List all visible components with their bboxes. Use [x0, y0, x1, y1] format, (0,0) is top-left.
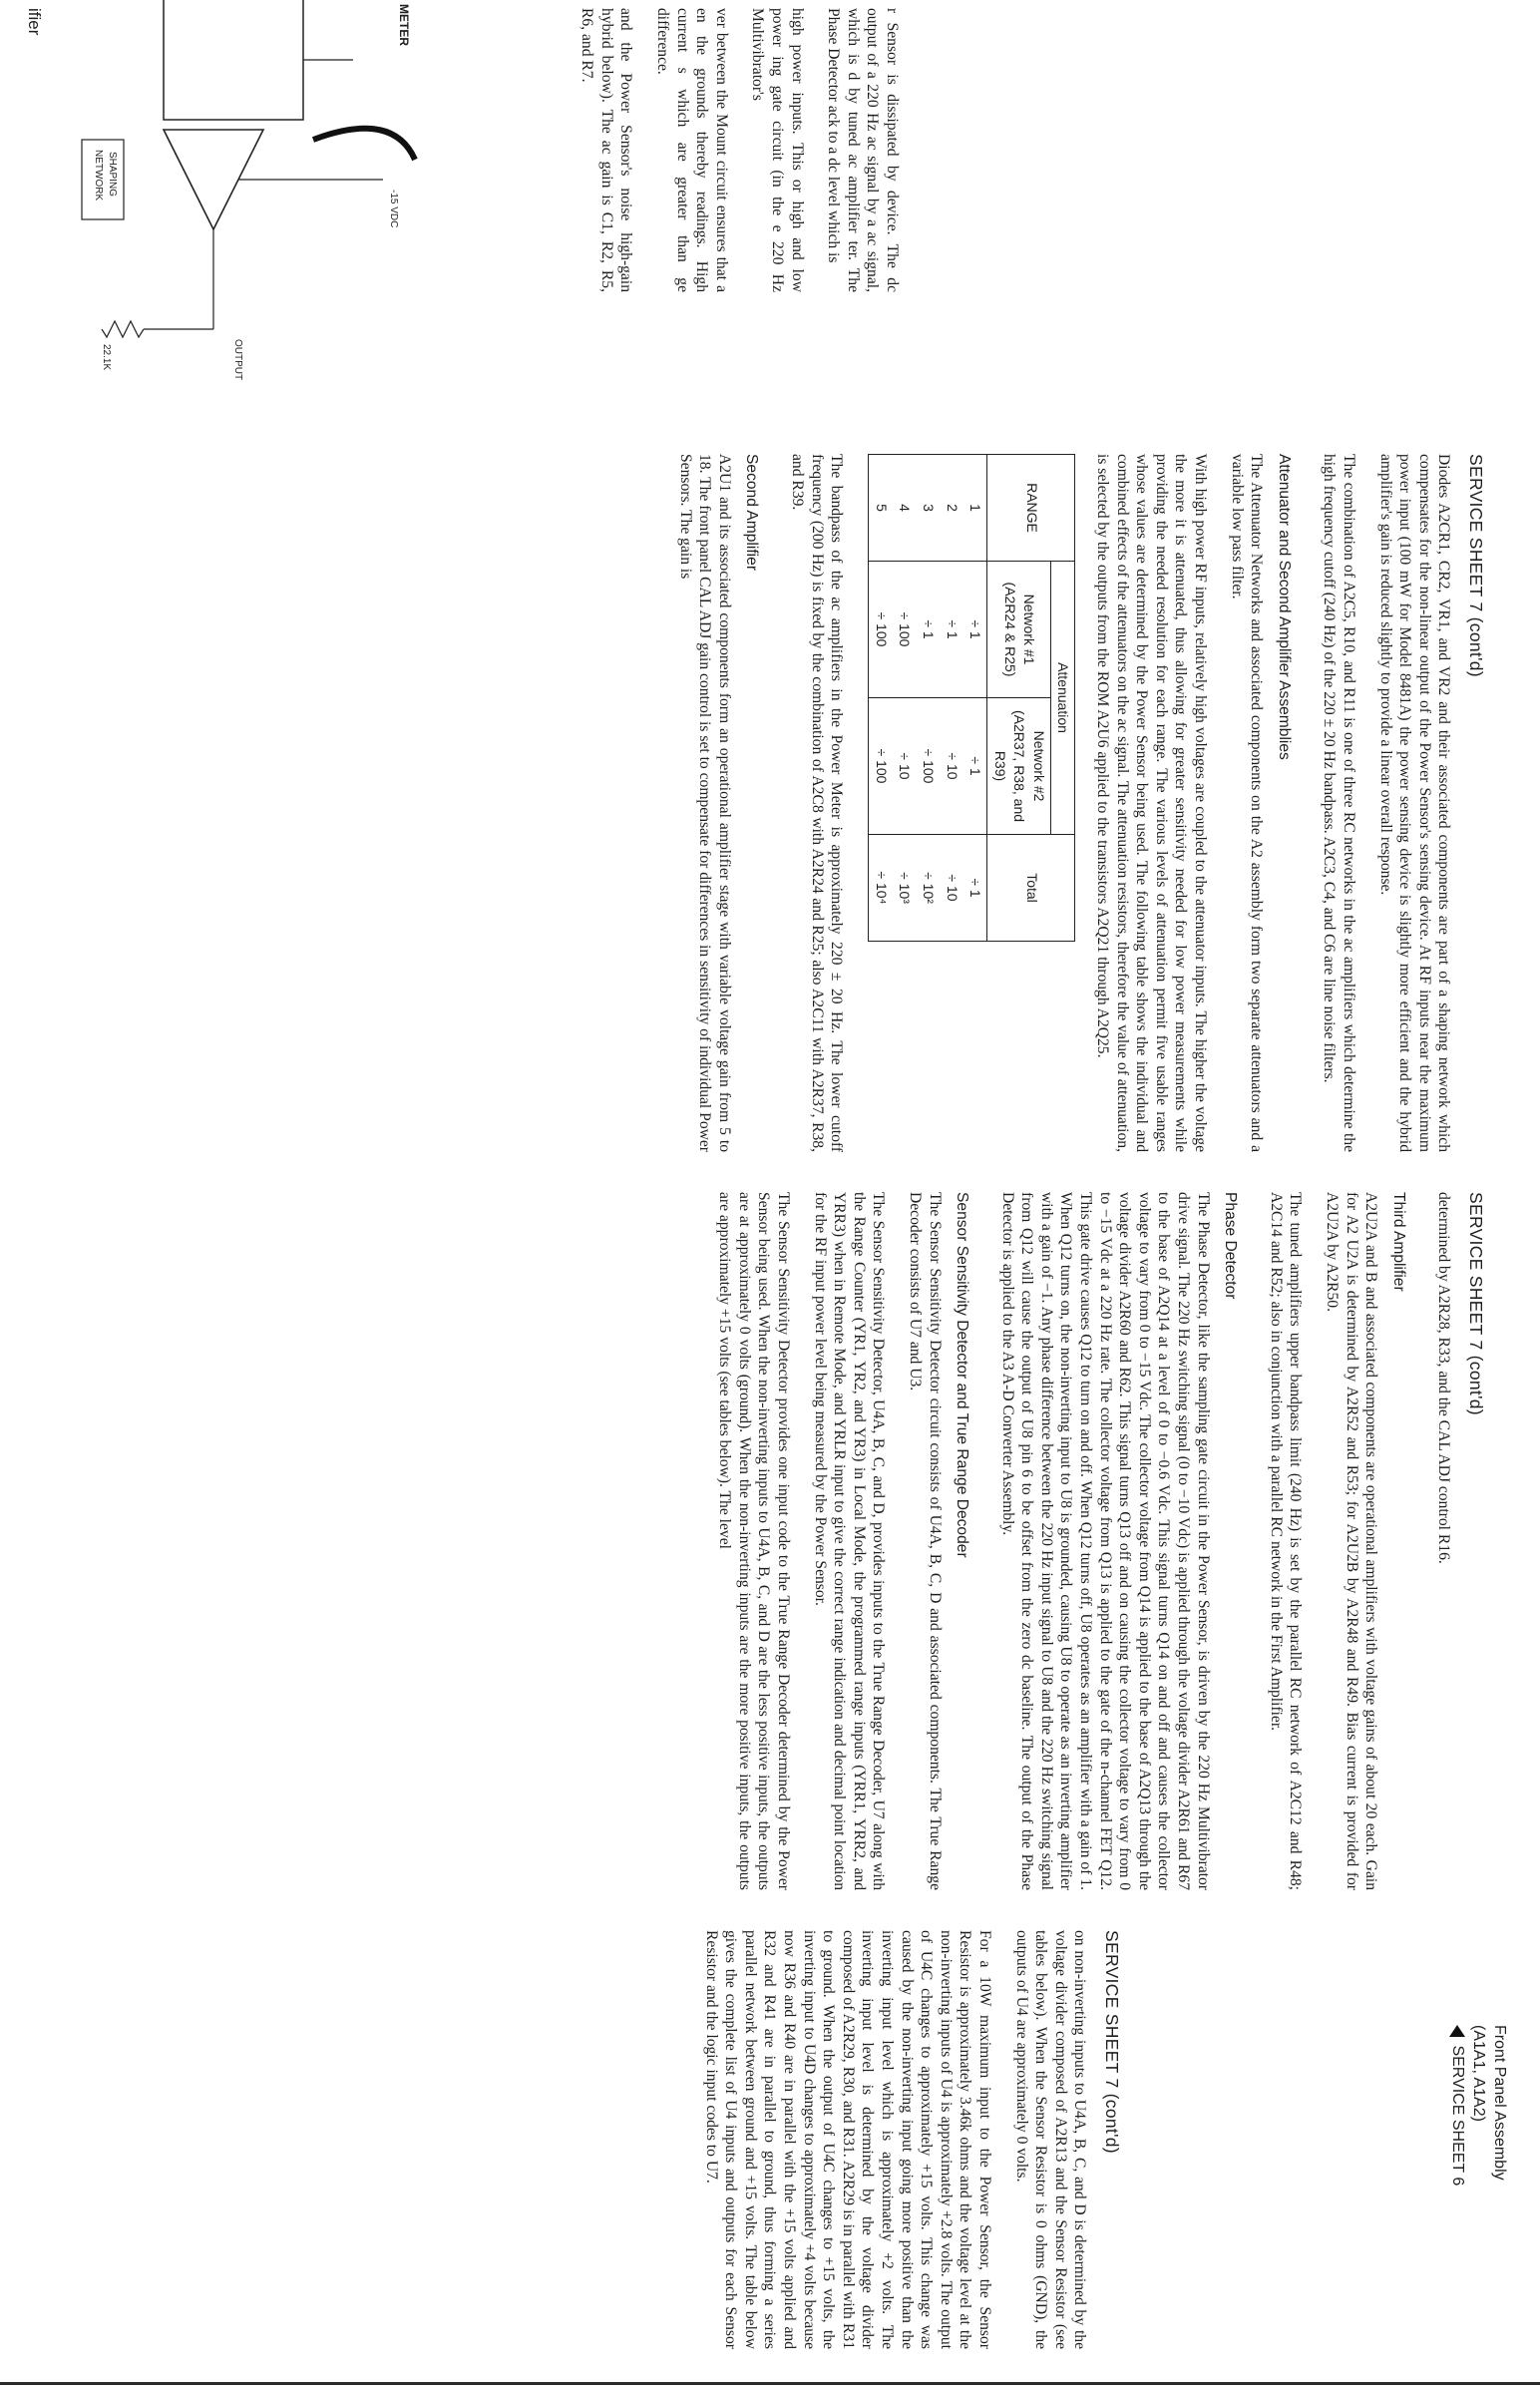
paragraph-bandpass: The bandpass of the ac amplifiers in the Power Meter is approximately 220 ± 20 Hz. The lower cutoff frequency (200 Hz) is fixed by the combination of A2C8 with A2R24 and R25; also A2C11 with A2R37, R38, and R39. [788, 454, 846, 1152]
paragraph-10w-input: For a 10W maximum input to the Power Sensor, the Sensor Resistor is approximately 3.46k ohms and the voltage level at the non-inverting inputs of U4 is approximately +2.8 volts. The output of U4C changes to approximately +15 volts. This change was caused by the non-inverting input going more positive than the inverting input level which is approximately +2 volts. The inverting input level is determined by the voltage divider composed of A2R29, R30, and R31. A2R29 is in parallel with R31 to ground. When the output of U4C changes to +15 volts, the inverting input to U4D changes to approximately +4 volts because now R36 and R40 are in parallel with the +15 volts applied and R32 and R41 are in parallel to ground, thus forming a series parallel network between ground and +15 volts. The table below gives the complete list of U4 inputs and outputs for each Sensor Resistor and the logic input codes to U7. [702, 1930, 994, 2349]
heading-second-amplifier: Second Amplifier [743, 454, 761, 572]
table-cell-network-1: ÷ 1 [916, 562, 940, 698]
table-cell-range: 4 [893, 455, 917, 562]
network-label-top: SHAPING [107, 152, 118, 198]
paragraph-attenuator-detail: With high power RF inputs, relatively high voltages are coupled to the attenuator inputs. The higher the voltage the more it is attenuated, thus allowing for greater sensitivity needed for low power measurements while providing the needed resolution for each range. The various levels of attenuation permit five usable ranges whose values are determined by the Power Sensor being used. The following table shows the individual and combined effects of the attenuators on the ac signal. The attenuation resistors, therefore the value of attenuation, is selected by the outputs from the ROM A2U6 applied to the transistors A2Q21 through A2Q25. [1094, 454, 1210, 1152]
table-cell-network-2: ÷ 1 [963, 698, 987, 835]
table-row [869, 455, 893, 942]
table-cell-network-2: ÷ 100 [916, 698, 940, 835]
table-header-network-2: Network #2 (A2R37, R38, and R39) [987, 698, 1051, 835]
table-header-attenuation: Attenuation [1050, 562, 1075, 835]
table-cell-range: 2 [940, 455, 963, 562]
paragraph-cal-adj: determined by A2R28, R33, and the CAL ADJ control R16. [1435, 1192, 1453, 1564]
supply-label: -15 VDC [388, 190, 399, 228]
figure-title: ifier [25, 8, 44, 36]
heading-sensor-sensitivity: Sensor Sensitivity Detector and True Range Decoder [954, 1192, 971, 1558]
table-cell-network-1: ÷ 1 [963, 562, 987, 698]
resistor-symbol [102, 321, 144, 337]
left-column-fragment [561, 8, 902, 292]
paragraph-second-amplifier: A2U1 and its associated components form an operational amplifier stage with variable voltage gain from 5 to 18. The front panel CAL ADJ gain control is set to compensate for differences in sensitivity of individual Power Sensors. The gain is [676, 454, 733, 1152]
table-row [963, 455, 987, 942]
footer-link-service-sheet-6[interactable] [1447, 2025, 1468, 2364]
paragraph-phase-detector: The Phase Detector, like the sampling gate circuit in the Power Sensor, is driven by the 220 Hz Multivibrator drive signal. The 220 Hz switching signal (0 to −10 Vdc) is applied through the voltage divider A2R61 and R67 to the base of A2Q14 at a level of 0 to −0.6 Vdc. This signal turns Q14 on and off and causes the collector voltage to vary from 0 to −15 Vdc. The collector voltage from Q14 is applied to the base of A2Q13 through the voltage divider A2R60 and R62. This signal turns Q13 off and on causing the collector voltage to vary from 0 to −15 Vdc at a 220 Hz rate. The collector voltage from Q13 is applied to the gate of the n-channel FET Q12. This gate drive causes Q12 to turn on and off. When Q12 turns off, U8 operates as an amplifier with a gain of 1. When Q12 turns on, the non-inverting input to U8 is grounded, causing U8 to operate as an inverting amplifier with a gain of −1. Any phase difference between the 220 Hz input signal to U8 and the 220 Hz switching signal from Q12 will cause the output of U8 pin 6 to be offset from the zero dc baseline. The output of the Phase Detector is applied to the A3 A-D Converter Assembly. [998, 1192, 1212, 1890]
heading-third-amplifier: Third Amplifier [1389, 1192, 1407, 1292]
table-row [916, 455, 940, 942]
fragment-paragraph-1: r Sensor is dissipated by device. The dc output of a 220 Hz ac signal by a ac signal, which is d by tuned ac amplifier ter. The Phase Detector ack to a dc level which is [825, 8, 901, 292]
table-row [893, 455, 917, 942]
table-cell-total: ÷ 1 [963, 835, 987, 942]
attenuation-table [868, 454, 1075, 942]
resistor-value-label: 22.1K [101, 344, 112, 371]
table-cell-total: ÷ 10 [940, 835, 963, 942]
table-cell-network-1: ÷ 100 [869, 562, 893, 698]
table-header-total: Total [987, 835, 1075, 942]
table-header-network-1: Network #1 (A2R24 & R25) [987, 562, 1051, 698]
output-label: OUTPUT [232, 339, 243, 381]
table-cell-network-1: ÷ 1 [940, 562, 963, 698]
table-cell-range: 3 [916, 455, 940, 562]
column-service-sheet-7-a [658, 454, 1485, 1152]
table-cell-network-2: ÷ 100 [869, 698, 893, 835]
fragment-paragraph-4: and the Power Sensor's noise high-gain hybrid below). The ac gain is C1, R2, R5, R6, and R7. [578, 8, 635, 292]
paragraph-sensor-inputs: The Sensor Sensitivity Detector, U4A, B, C, and D, provides inputs to the True Range Decoder, U7 along with the Range Counter (YR1, YR2, and YR3) in Local Mode, the programmed range inputs (YRR1, YRR2, and YRR3) when in Remote Mode, and YRLR input to give the correct range indication and decimal point location for the RF input power level being measured by the Power Sensor. [811, 1192, 888, 1890]
section-header: SERVICE SHEET 7 (cont'd) [1466, 1192, 1486, 1415]
table-cell-total: ÷ 10² [916, 835, 940, 942]
footer-line-1: Front Panel Assembly [1491, 2025, 1508, 2181]
paragraph-sensor-circuit: The Sensor Sensitivity Detector circuit consists of U4A, B, C, D and associated components. The True Range Decoder consists of U7 and U3. [906, 1192, 944, 1890]
section-header: SERVICE SHEET 7 (cont'd) [1466, 454, 1486, 677]
table-cell-network-1: ÷ 100 [893, 562, 917, 698]
table-row [940, 455, 963, 942]
paragraph-rc-networks: The combination of A2C5, R10, and R11 is one of three RC networks in the ac amplifiers which determine the high frequency cutoff (240 Hz) of the 220 ± 20 Hz bandpass. A2C3, C4, and C6 are line noise filters. [1321, 454, 1358, 1152]
table-cell-network-2: ÷ 10 [940, 698, 963, 835]
paragraph-diodes: Diodes A2CR1, CR2, VR1, and VR2 and their associated components are part of a shaping network which compensates for the non-linear output of the Power Sensor's sensing device. At RF inputs near the maximum power input (100 mW for Model 8481A) the power sensing device is slightly more efficient and the hybrid amplifier's gain is reduced slightly to provide a linear overall response. [1376, 454, 1453, 1152]
left-arrow-icon [1449, 2025, 1465, 2037]
page-edge-divider [0, 2382, 1540, 2385]
schematic-figure [0, 0, 423, 419]
column-service-sheet-7-c [684, 1930, 1121, 2349]
footer-line-2: (A1A1, A1A2) [1470, 2025, 1487, 2122]
table-cell-range: 1 [963, 455, 987, 562]
section-header: SERVICE SHEET 7 (cont'd) [1102, 1930, 1122, 2154]
table-cell-total: ÷ 10³ [893, 835, 917, 942]
fragment-paragraph-2: high power inputs. This or high and low power ing gate circuit (in the e 220 Hz Multivibrator's [749, 8, 806, 292]
table-header-range: RANGE [987, 455, 1075, 562]
paragraph-sensor-code: The Sensor Sensitivity Detector provides one input code to the True Range Decoder determined by the Power Sensor being used. When the non-inverting inputs to U4A, B, C, and D are the less positive inputs, the outputs are at approximately 0 volts (ground). When the non-inverting inputs are the more positive inputs, the outputs are approximately +15 volts (see tables below). The level [716, 1192, 792, 1890]
footer-reference [1447, 2025, 1510, 2364]
paragraph-upper-bandpass: The tuned amplifiers upper bandpass limit (240 Hz) is set by the parallel RC network of A2C12 and R48; A2C14 and R52; also in conjunction with a parallel RC network in the First Amplifier. [1267, 1192, 1305, 1890]
table-cell-total: ÷ 10⁴ [869, 835, 893, 942]
figure-label: METER [397, 4, 411, 46]
table-cell-network-2: ÷ 10 [893, 698, 917, 835]
fragment-paragraph-3: ver between the Mount circuit ensures that a en the grounds thereby readings. High current s which are greater than ge difference. [654, 8, 730, 292]
heading-phase-detector: Phase Detector [1222, 1192, 1240, 1300]
network-label-bottom: NETWORK [93, 150, 104, 201]
heading-attenuator: Attenuator and Second Amplifier Assemblies [1275, 454, 1293, 760]
paragraph-voltage-divider: on non-inverting inputs to U4A, B, C, and D is determined by the voltage divider composed of A2R13 and the Sensor Resistor (see tables below). When the Sensor Resistor is 0 ohms (GND), the outputs of U4 are approximately 0 volts. [1012, 1930, 1089, 2349]
footer-line-3: SERVICE SHEET 6 [1449, 2045, 1466, 2187]
paragraph-attenuator-intro: The Attenuator Networks and associated components on the A2 assembly form two separate attenuators and a variable low pass filter. [1228, 454, 1266, 1152]
paragraph-third-amplifier: A2U2A and B and associated components are operational amplifiers with voltage gains of about 20 each. Gain for A2 U2A is determined by A2R52 and R53; for A2U2B by A2R48 and R49. Bias current is provided for A2U2A by A2R50. [1324, 1192, 1380, 1890]
table-cell-range: 5 [869, 455, 893, 562]
column-service-sheet-7-b [698, 1192, 1485, 1890]
